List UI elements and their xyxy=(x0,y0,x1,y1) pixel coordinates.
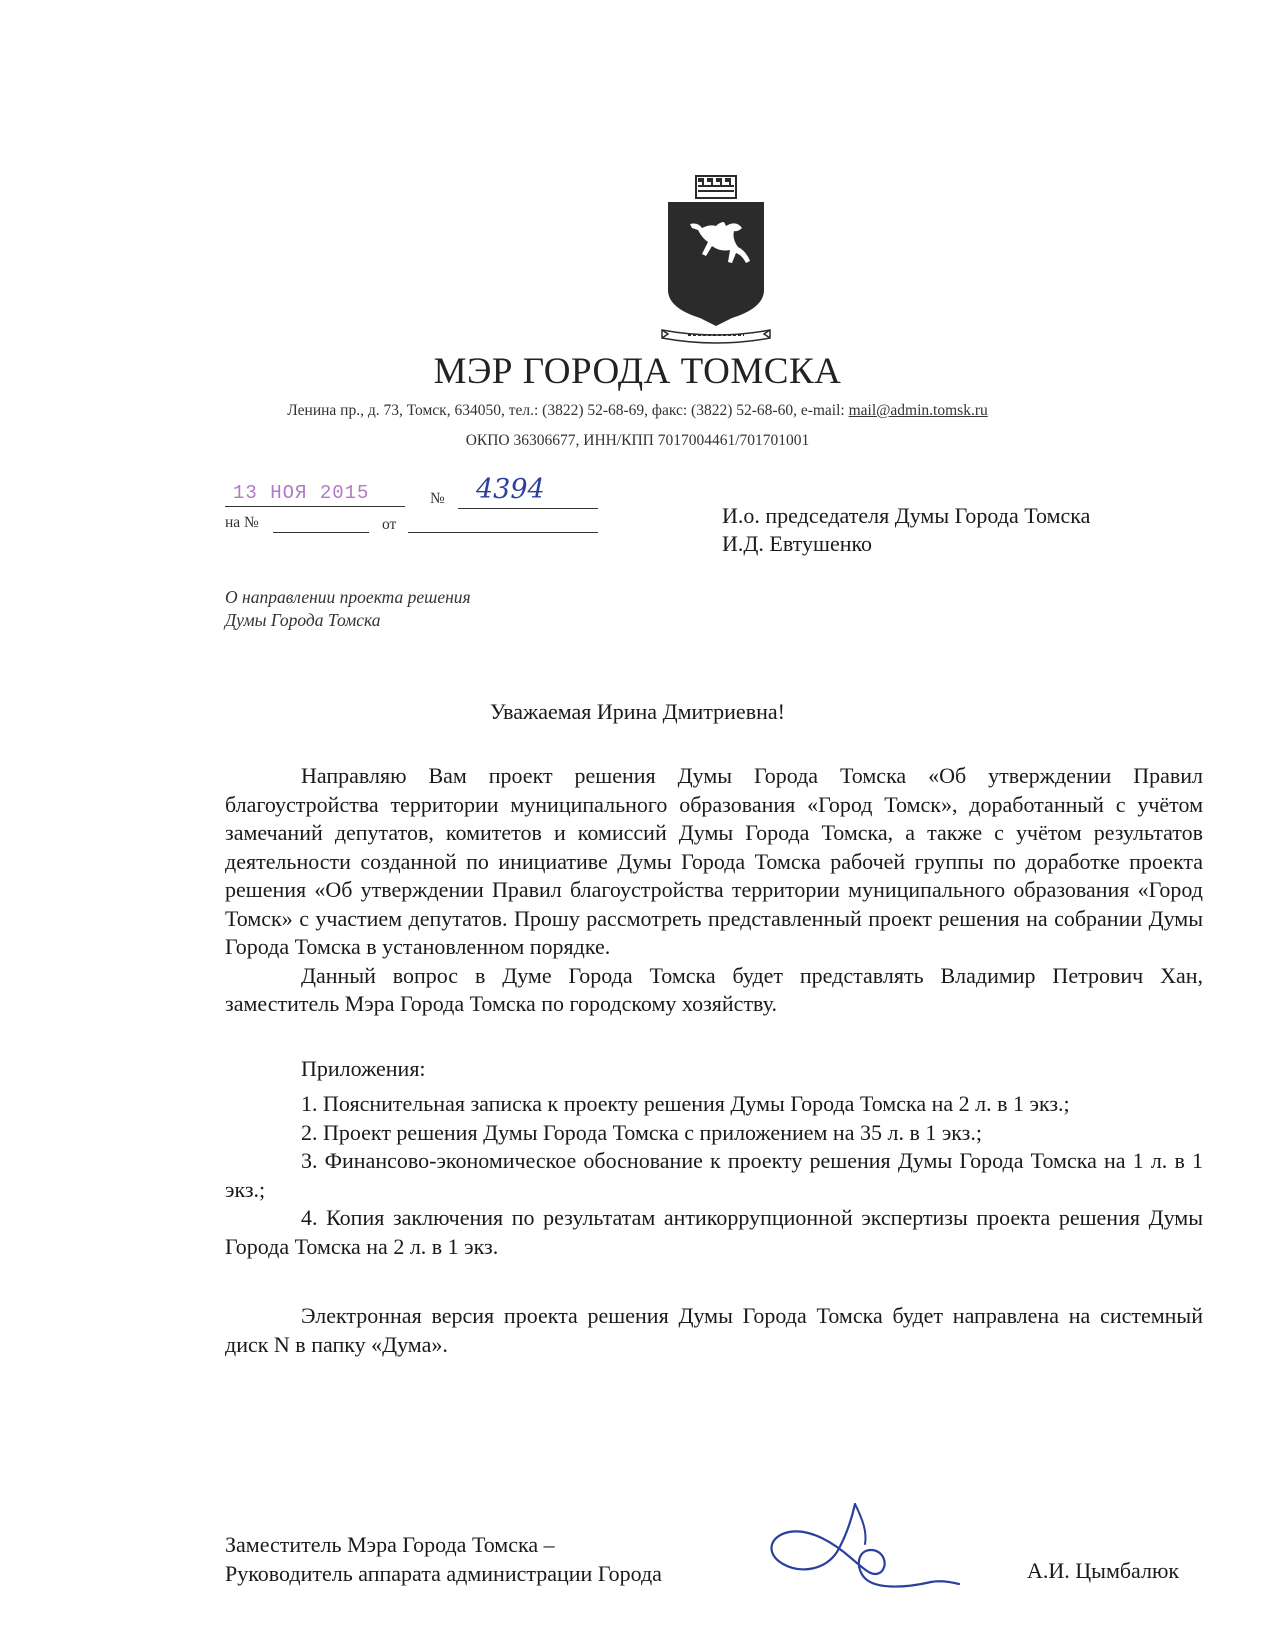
email-link[interactable]: mail@admin.tomsk.ru xyxy=(848,402,988,419)
attachments-heading: Приложения: xyxy=(301,1056,426,1081)
closing-text xyxy=(225,1302,1203,1359)
attachments-list xyxy=(225,1090,1203,1261)
subject-block xyxy=(225,586,471,632)
signatory-title-line-2: Руководитель аппарата администрации Города xyxy=(225,1561,662,1586)
salutation: Уважаемая Ирина Дмитриевна! xyxy=(490,699,785,724)
number-label: № xyxy=(430,490,445,507)
attachment-item-4: 4. Копия заключения по результатам антикоррупционной экспертизы проекта решения Думы Города Томска на 2 л. в 1 экз. xyxy=(225,1205,1203,1259)
ref-number-blank xyxy=(273,514,369,533)
body-paragraph-2: Данный вопрос в Думе Города Томска будет представлять Владимир Петрович Хан, заместитель Мэра Города Томска по городскому хозяйству. xyxy=(225,962,1203,1016)
signatory-name: А.И. Цымбалюк xyxy=(1027,1558,1180,1583)
date-field xyxy=(225,482,405,507)
addressee-block xyxy=(722,502,1090,558)
attachment-item-1: 1. Пояснительная записка к проекту решения Думы Города Томска на 2 л. в 1 экз.; xyxy=(301,1091,1070,1116)
handwritten-signature xyxy=(755,1492,965,1602)
ref-date-blank xyxy=(408,514,598,533)
attachment-item-2: 2. Проект решения Думы Города Томска с приложением на 35 л. в 1 экз.; xyxy=(301,1119,982,1145)
closing-paragraph: Электронная версия проекта решения Думы Города Томска будет направлена на системный диск N в папку «Дума». xyxy=(225,1303,1203,1357)
document-title: МЭР ГОРОДА ТОМСКА xyxy=(433,351,842,392)
body-text xyxy=(225,762,1203,1019)
organization-codes: ОКПО 36306677, ИНН/КПП 7017004461/701701001 xyxy=(465,432,810,449)
subject-line-1: О направлении проекта решения xyxy=(225,587,471,607)
address-text: Ленина пр., д. 73, Томск, 634050, тел.: (3822) 52-68-69, факс: (3822) 52-68-60, e-mail: xyxy=(287,402,849,419)
from-label: от xyxy=(382,516,397,533)
number-field xyxy=(458,474,598,509)
addressee-name: И.Д. Евтушенко xyxy=(722,531,873,556)
body-paragraph-1: Направляю Вам проект решения Думы Города Томска «Об утверждении Правил благоустройства территории муниципального образования «Город Томск», доработанный с учётом замечаний депутатов, комитетов и комиссий Думы Города Томска, а также с учётом результатов деятельности созданной по инициативе Думы Города Томска рабочей группы по доработке проекта решения «Об утверждении Правил благоустройства территории муниципального образования «Город Томск» с участием депутатов. Прошу рассмотреть представленный проект решения на собрании Думы Города Томска в установленном порядке. xyxy=(225,763,1203,959)
tomsk-coat-of-arms-emblem xyxy=(660,172,772,352)
signatory-title xyxy=(225,1530,662,1588)
handwritten-number: 4394 xyxy=(476,474,545,505)
addressee-position: И.о. председателя Думы Города Томска xyxy=(722,503,1091,528)
signatory-title-line-1: Заместитель Мэра Города Томска – xyxy=(225,1532,555,1557)
subject-line-2: Думы Города Томска xyxy=(225,610,381,630)
date-stamp: 13 НОЯ 2015 xyxy=(233,482,370,504)
address-line xyxy=(0,402,1275,420)
attachment-item-3: 3. Финансово-экономическое обоснование к проекту решения Думы Города Томска на 1 л. в 1 экз.; xyxy=(225,1148,1203,1202)
ref-label: на № xyxy=(225,514,259,531)
